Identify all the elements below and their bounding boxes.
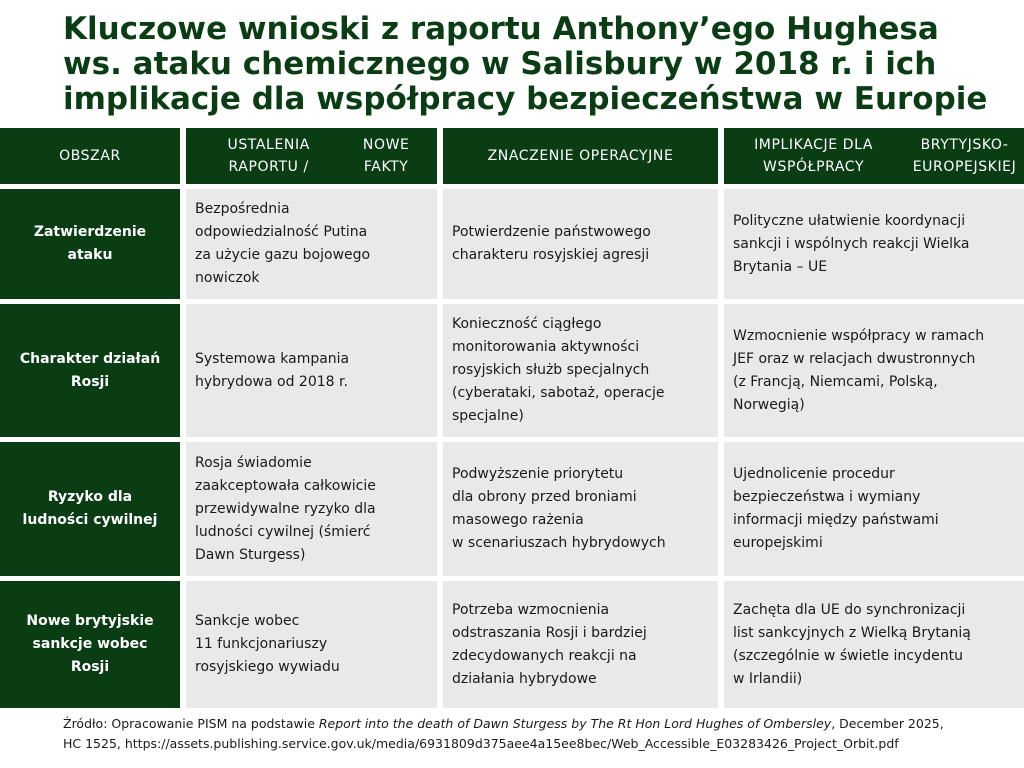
- cell-line: monitorowania aktywności: [452, 339, 640, 355]
- row-label-new-sanctions: [0, 581, 180, 708]
- cell-line: hybrydowa od 2018 r.: [195, 373, 348, 390]
- header-findings: [186, 128, 437, 184]
- cell-line: dla obrony przed broniami: [452, 489, 637, 505]
- cell-line: masowego rażenia: [452, 512, 584, 528]
- cell-findings: [186, 581, 437, 708]
- cell-line: ludności cywilnej (śmierć: [195, 523, 371, 540]
- row-label-line: Charakter działań: [19, 350, 161, 367]
- title-line: implikacje dla współpracy bezpieczeństwa w Europie: [63, 81, 988, 117]
- header-line: USTALENIA RAPORTU /: [227, 137, 310, 175]
- cell-line: odstraszania Rosji i bardziej: [452, 624, 647, 641]
- cell-line: list sankcyjnych z Wielką Brytanią: [733, 624, 971, 641]
- cell-implications: [724, 581, 1024, 708]
- cell-line: zdecydowanych reakcji na: [452, 647, 637, 664]
- cell-line: Zachęta dla UE do synchronizacji: [733, 601, 966, 618]
- cell-line: europejskimi: [733, 535, 823, 551]
- cell-line: sankcji i wspólnych reakcji Wielka: [733, 235, 970, 252]
- cell-line: Bezpośrednia: [195, 201, 290, 217]
- cell-line: 11 funkcjonariuszy: [195, 636, 328, 652]
- cell-line: Potrzeba wzmocnienia: [452, 601, 610, 618]
- cell-line: Potwierdzenie państwowego: [452, 224, 651, 240]
- row-label-attack-approval: [0, 189, 180, 299]
- cell-line: Norwegią): [733, 396, 805, 413]
- header-line: OBSZAR: [59, 148, 121, 164]
- page-title: [63, 12, 1008, 117]
- cell-line: Dawn Sturgess): [195, 546, 306, 563]
- header-line: ZNACZENIE OPERACYJNE: [487, 148, 674, 164]
- summary-table: [0, 128, 1024, 708]
- source-line-1: [63, 714, 1013, 734]
- source-line-2: HC 1525, https://assets.publishing.service.gov.uk/media/6931809d375aee4a15ee8bec/Web_Accessible_E03283426_Project_Orbit.pdf: [63, 736, 899, 751]
- cell-line: Konieczność ciągłego: [452, 316, 602, 332]
- row-label-civilian-risk: [0, 442, 180, 576]
- row-label-russia-actions: [0, 304, 180, 437]
- header-line: NOWE FAKTY: [362, 137, 410, 175]
- header-significance: [443, 128, 718, 184]
- row-label-line: ataku: [67, 247, 113, 263]
- cell-line: specjalne): [452, 408, 524, 424]
- source-prefix: Źródło: Opracowanie PISM na podstawie: [63, 716, 319, 731]
- row-label-line: ludności cywilnej: [22, 512, 158, 528]
- cell-implications: [724, 189, 1024, 299]
- cell-implications: [724, 304, 1024, 437]
- cell-line: za użycie gazu bojowego: [195, 247, 371, 263]
- source-report-title: Report into the death of Dawn Sturgess by The Rt Hon Lord Hughes of Ombersley: [318, 716, 832, 731]
- cell-implications: [724, 442, 1024, 576]
- cell-line: odpowiedzialność Putina: [195, 224, 368, 240]
- cell-line: bezpieczeństwa i wymiany: [733, 489, 921, 505]
- source-note: [63, 714, 1013, 754]
- cell-line: Brytania – UE: [733, 258, 828, 275]
- row-label-line: Rosji: [70, 659, 110, 675]
- cell-line: charakteru rosyjskiej agresji: [452, 247, 650, 263]
- cell-line: rosyjskiego wywiadu: [195, 659, 340, 675]
- cell-line: JEF oraz w relacjach dwustronnych: [733, 350, 976, 367]
- cell-significance: [443, 442, 718, 576]
- cell-line: Wzmocnienie współpracy w ramach: [733, 327, 985, 344]
- source-suffix: , December 2025,: [831, 716, 944, 731]
- header-implications: [724, 128, 1024, 184]
- cell-line: Systemowa kampania: [195, 350, 350, 367]
- cell-findings: [186, 442, 437, 576]
- row-label-line: Rosji: [70, 373, 110, 390]
- row-label-line: Ryzyko dla: [47, 489, 133, 505]
- cell-line: w scenariuszach hybrydowych: [452, 535, 666, 551]
- header-area: [0, 128, 180, 184]
- cell-line: Ujednolicenie procedur: [733, 466, 895, 482]
- cell-line: rosyjskich służb specjalnych: [452, 362, 650, 378]
- row-label-line: sankcje wobec: [32, 636, 148, 652]
- cell-line: Rosja świadomie: [195, 454, 312, 471]
- row-label-line: Nowe brytyjskie: [26, 613, 154, 629]
- cell-line: Polityczne ułatwienie koordynacji: [733, 212, 966, 229]
- cell-line: (szczególnie w świetle incydentu: [733, 647, 964, 664]
- cell-line: informacji między państwami: [733, 512, 939, 528]
- cell-line: (z Francją, Niemcami, Polską,: [733, 373, 938, 390]
- cell-line: przewidywalne ryzyko dla: [195, 500, 376, 517]
- cell-line: działania hybrydowe: [452, 670, 597, 687]
- cell-line: nowiczok: [195, 270, 260, 286]
- cell-significance: [443, 581, 718, 708]
- cell-line: w Irlandii): [733, 670, 803, 687]
- title-line: Kluczowe wnioski z raportu Anthony’ego Hughesa: [63, 11, 939, 47]
- cell-findings: [186, 304, 437, 437]
- cell-line: zaakceptowała całkowicie: [195, 477, 376, 494]
- cell-line: Sankcje wobec: [195, 613, 300, 629]
- header-line: BRYTYJSKO-EUROPEJSKIEJ: [912, 137, 1017, 175]
- cell-significance: [443, 304, 718, 437]
- title-line: ws. ataku chemicznego w Salisbury w 2018 r. i ich: [63, 46, 937, 82]
- cell-line: (cyberataki, sabotaż, operacje: [452, 385, 665, 401]
- cell-line: Podwyższenie priorytetu: [452, 466, 624, 482]
- cell-findings: [186, 189, 437, 299]
- row-label-line: Zatwierdzenie: [33, 224, 147, 240]
- cell-significance: [443, 189, 718, 299]
- header-line: IMPLIKACJE DLA WSPÓŁPRACY: [754, 137, 874, 175]
